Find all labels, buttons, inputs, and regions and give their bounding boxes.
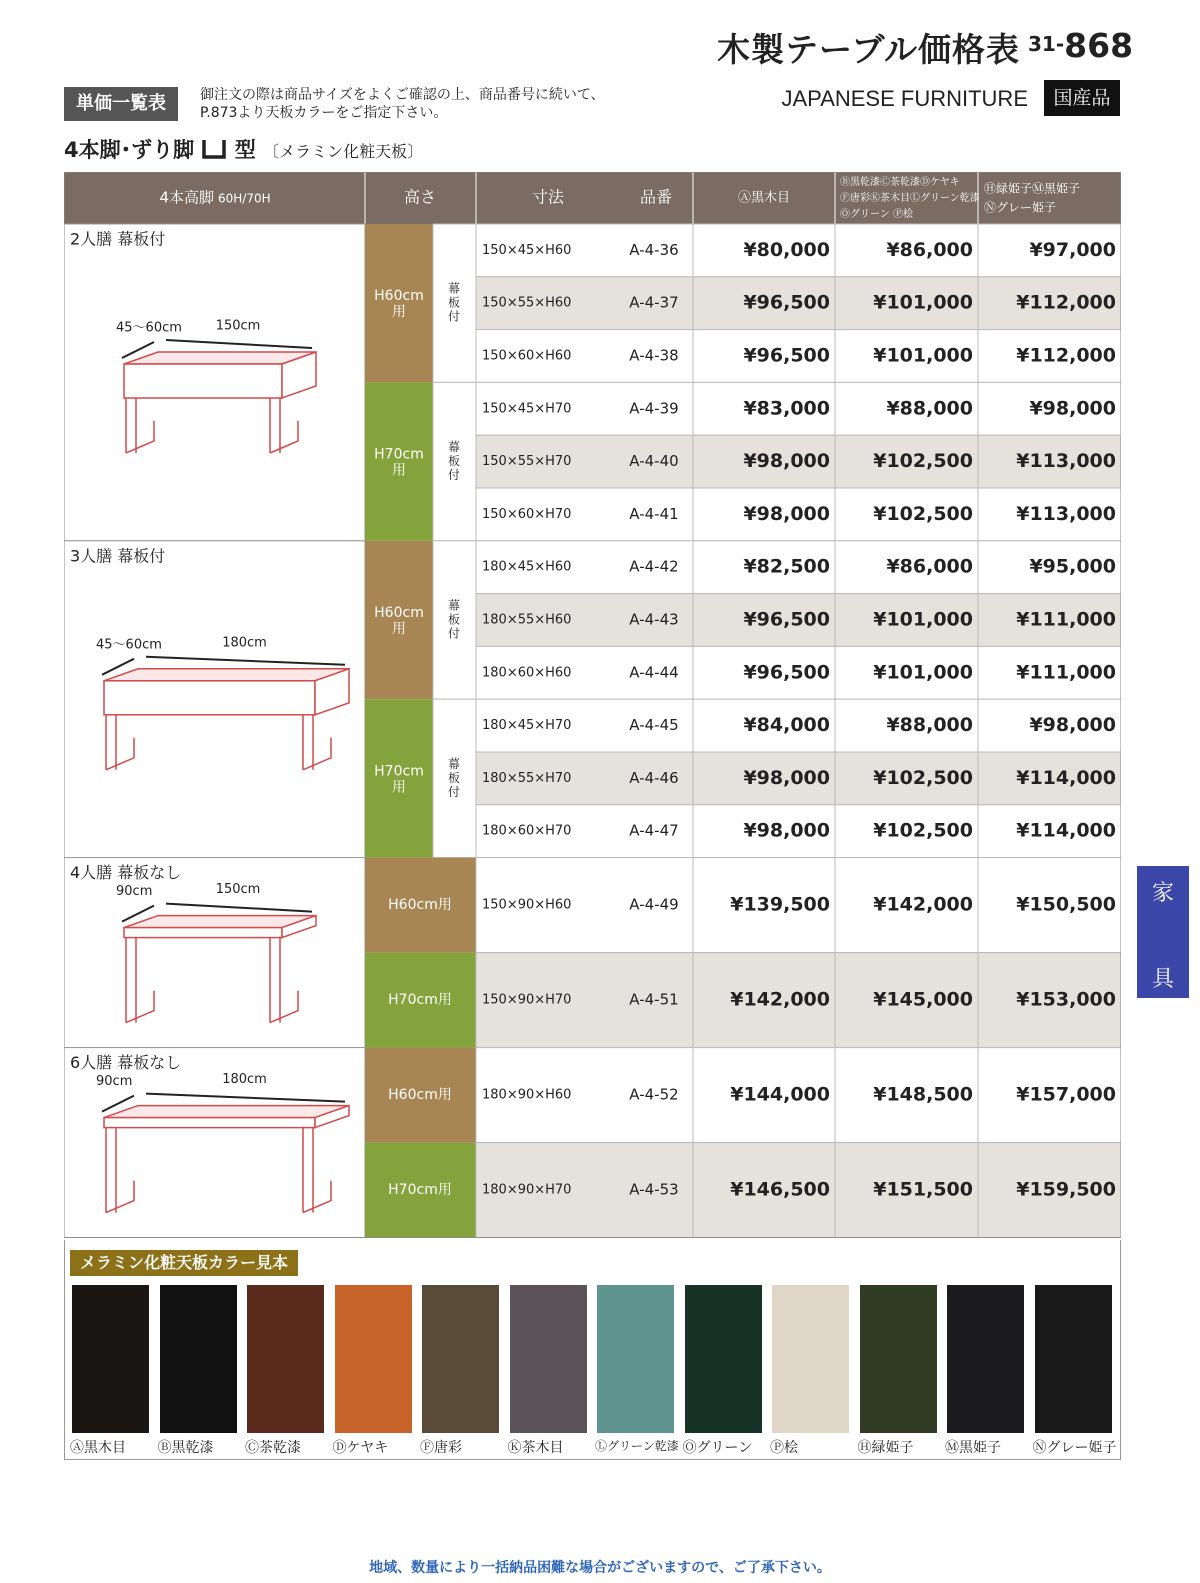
height-label-suffix: 用 — [392, 304, 406, 321]
header-name: 4本高脚 — [159, 188, 214, 207]
header-height: 高さ — [403, 187, 437, 207]
price-a: ¥98,000 — [743, 819, 830, 842]
price-c: ¥159,500 — [1016, 1178, 1116, 1201]
header-price-c-line1: Ⓗ緑姫子Ⓜ黒姫子 — [984, 181, 1081, 196]
color-swatch-label: Ⓞグリーン — [682, 1440, 753, 1456]
group-name: 2人膳 幕板付 — [70, 229, 166, 249]
width-label: 150cm — [215, 882, 261, 898]
header-size: 寸法 — [531, 187, 565, 207]
row-code: A-4-52 — [629, 1085, 679, 1104]
page-number — [1028, 26, 1168, 65]
price-a: ¥83,000 — [743, 397, 830, 420]
price-c: ¥112,000 — [1016, 344, 1116, 367]
header-price-a: Ⓐ黒木目 — [737, 190, 791, 206]
depth-label: 45〜60cm — [116, 320, 182, 336]
order-note-line1: 御注文の際は商品サイズをよくご確認の上、商品番号に続いて、 — [200, 87, 605, 103]
table-front-shape — [124, 364, 282, 398]
color-swatch — [72, 1285, 149, 1433]
height-label: H70cm — [374, 446, 424, 463]
color-swatch-label: Ⓝグレー姫子 — [1032, 1440, 1117, 1456]
price-c: ¥98,000 — [1029, 397, 1116, 420]
color-swatch — [947, 1285, 1024, 1433]
side-tab-line2: 具 — [1151, 967, 1174, 992]
price-a: ¥96,500 — [743, 344, 830, 367]
table-front-shape — [124, 928, 282, 938]
price-b: ¥151,500 — [873, 1178, 973, 1201]
note-char: 板 — [447, 770, 461, 785]
row-size: 180×60×H70 — [482, 823, 572, 839]
row-size: 180×55×H70 — [482, 770, 572, 786]
color-swatch-label: Ⓗ緑姫子 — [857, 1440, 914, 1456]
color-swatch — [772, 1285, 849, 1433]
row-code: A-4-37 — [629, 293, 679, 312]
price-c: ¥150,500 — [1016, 893, 1116, 916]
height-label: H70cm — [374, 763, 424, 780]
note-char: 板 — [447, 612, 461, 627]
group-cell — [64, 858, 365, 1048]
header-name-sub: 60H/70H — [218, 191, 271, 206]
color-swatch — [860, 1285, 937, 1433]
table-top-shape — [104, 1106, 349, 1118]
price-a: ¥98,000 — [743, 450, 830, 473]
price-a: ¥82,500 — [743, 555, 830, 578]
footer-note: 地域、数量により一括納品困難な場合がございますので、ご了承下さい。 — [369, 1560, 831, 1576]
color-swatch-label: Ⓚ茶木目 — [507, 1440, 564, 1456]
height-label: H60cm — [374, 288, 424, 305]
height-label: H60cm用 — [388, 1087, 452, 1104]
order-note — [200, 86, 660, 122]
price-b: ¥102,500 — [873, 819, 973, 842]
color-swatch — [247, 1285, 324, 1433]
side-tab-line1: 家 — [1151, 881, 1174, 906]
price-a: ¥96,500 — [743, 291, 830, 314]
header-code: 品番 — [639, 187, 673, 207]
row-size: 180×60×H60 — [482, 665, 572, 681]
color-swatch-label: Ⓜ黒姫子 — [945, 1440, 1001, 1456]
price-a: ¥84,000 — [743, 714, 830, 737]
price-b: ¥145,000 — [873, 988, 973, 1011]
height-label: H70cm用 — [388, 992, 452, 1009]
price-c: ¥157,000 — [1016, 1083, 1116, 1106]
row-code: A-4-36 — [629, 240, 679, 259]
price-b: ¥148,500 — [873, 1083, 973, 1106]
color-swatch — [160, 1285, 237, 1433]
header-price-b-line3: Ⓞグリーン Ⓟ桧 — [840, 209, 913, 220]
section-title-sub: 〔メラミン化粧天板〕 — [263, 142, 424, 161]
price-b: ¥102,500 — [873, 766, 973, 789]
color-swatch-label: Ⓑ黒乾漆 — [157, 1440, 214, 1456]
note-char: 付 — [447, 784, 461, 799]
color-sample-title: メラミン化粧天板カラー見本 — [70, 1250, 298, 1276]
row-code: A-4-42 — [629, 557, 679, 576]
color-swatch — [510, 1285, 587, 1433]
price-c: ¥114,000 — [1016, 819, 1116, 842]
price-b: ¥86,000 — [886, 238, 973, 261]
row-size: 150×55×H70 — [482, 454, 572, 470]
row-size: 150×90×H70 — [482, 992, 572, 1008]
row-code: A-4-53 — [629, 1180, 679, 1199]
page-title: 木製テーブル価格表 — [716, 30, 1020, 69]
row-code: A-4-49 — [629, 895, 679, 914]
price-a: ¥142,000 — [730, 988, 830, 1011]
color-swatch-label: Ⓓケヤキ — [332, 1440, 389, 1456]
row-size: 180×55×H60 — [482, 612, 572, 628]
domestic-badge: 国産品 — [1044, 80, 1120, 116]
color-swatch — [597, 1285, 674, 1433]
price-b: ¥101,000 — [873, 661, 973, 684]
price-list-badge: 単価一覧表 — [64, 87, 178, 121]
price-c: ¥98,000 — [1029, 714, 1116, 737]
header-price-b-line1: Ⓑ黒乾漆Ⓒ茶乾漆Ⓓケヤキ — [840, 177, 960, 188]
price-b: ¥88,000 — [886, 397, 973, 420]
row-code: A-4-45 — [629, 716, 679, 735]
color-swatch — [685, 1285, 762, 1433]
depth-label: 90cm — [116, 884, 153, 900]
section-title — [64, 134, 764, 164]
note-char: 幕 — [447, 598, 461, 613]
row-code: A-4-43 — [629, 610, 679, 629]
table-front-shape — [104, 681, 315, 715]
u-shape-icon — [201, 138, 227, 160]
height-label-suffix: 用 — [392, 779, 406, 796]
price-b: ¥86,000 — [886, 555, 973, 578]
price-c: ¥153,000 — [1016, 988, 1116, 1011]
note-char: 板 — [447, 295, 461, 310]
row-size: 150×45×H60 — [482, 242, 572, 258]
page-prefix: 31- — [1028, 32, 1065, 56]
price-b: ¥102,500 — [873, 502, 973, 525]
price-b: ¥102,500 — [873, 450, 973, 473]
price-c: ¥97,000 — [1029, 238, 1116, 261]
price-c: ¥114,000 — [1016, 766, 1116, 789]
price-a: ¥96,500 — [743, 608, 830, 631]
group-name: 3人膳 幕板付 — [70, 546, 166, 566]
height-label: H70cm用 — [388, 1182, 452, 1199]
price-a: ¥98,000 — [743, 766, 830, 789]
width-label: 150cm — [215, 318, 261, 334]
note-char: 幕 — [447, 281, 461, 296]
table-front-shape — [104, 1118, 315, 1128]
row-size: 180×90×H70 — [482, 1182, 572, 1198]
side-tab-furniture — [1137, 866, 1189, 998]
note-char: 付 — [447, 309, 461, 324]
row-code: A-4-47 — [629, 821, 679, 840]
note-char: 幕 — [447, 440, 461, 455]
row-code: A-4-51 — [629, 990, 679, 1009]
price-c: ¥112,000 — [1016, 291, 1116, 314]
group-name: 4人膳 幕板なし — [70, 863, 182, 883]
color-swatch-label: Ⓛグリーン乾漆 — [595, 1439, 679, 1453]
color-swatch-label: Ⓒ茶乾漆 — [245, 1440, 301, 1456]
row-size: 150×55×H60 — [482, 295, 572, 311]
row-size: 150×90×H60 — [482, 897, 572, 913]
price-a: ¥80,000 — [743, 238, 830, 261]
row-code: A-4-38 — [629, 346, 679, 365]
price-b: ¥101,000 — [873, 344, 973, 367]
color-swatch-label: Ⓟ桧 — [770, 1440, 798, 1456]
row-code: A-4-40 — [629, 452, 679, 471]
color-swatch — [1035, 1285, 1112, 1433]
group-name: 6人膳 幕板なし — [70, 1053, 182, 1073]
row-code: A-4-39 — [629, 399, 679, 418]
page-subtitle: JAPANESE FURNITURE — [781, 86, 1028, 111]
price-a: ¥139,500 — [730, 893, 830, 916]
section-title-main: 4本脚･ずり脚 — [64, 138, 195, 162]
price-b: ¥142,000 — [873, 893, 973, 916]
color-swatch-label: Ⓐ黒木目 — [70, 1440, 126, 1456]
row-size: 150×60×H70 — [482, 506, 572, 522]
price-table-svg — [64, 172, 1121, 1238]
price-a: ¥144,000 — [730, 1083, 830, 1106]
row-size: 150×60×H60 — [482, 348, 572, 364]
price-b: ¥101,000 — [873, 608, 973, 631]
price-c: ¥95,000 — [1029, 555, 1116, 578]
height-label-suffix: 用 — [392, 462, 406, 479]
height-label: H60cm — [374, 605, 424, 621]
price-b: ¥101,000 — [873, 291, 973, 314]
price-c: ¥113,000 — [1016, 502, 1116, 525]
depth-label: 90cm — [96, 1074, 133, 1090]
row-size: 180×45×H60 — [482, 559, 572, 575]
row-code: A-4-44 — [629, 663, 679, 682]
color-swatch — [422, 1285, 499, 1433]
price-a: ¥96,500 — [743, 661, 830, 684]
note-char: 幕 — [447, 756, 461, 771]
header-price-c-line2: Ⓝグレー姫子 — [984, 200, 1057, 215]
row-code: A-4-41 — [629, 504, 679, 523]
section-title-suffix: 型 — [234, 138, 256, 162]
row-size: 150×45×H70 — [482, 401, 572, 417]
color-swatch-label: Ⓕ唐彩 — [420, 1440, 462, 1456]
height-label: H60cm用 — [388, 897, 452, 914]
height-label-suffix: 用 — [392, 621, 406, 637]
note-char: 付 — [447, 468, 461, 483]
header-price-b-line2: Ⓕ唐彩Ⓚ茶木目Ⓛグリーン乾漆 — [840, 193, 980, 204]
table-top-shape — [104, 669, 349, 681]
price-c: ¥111,000 — [1016, 608, 1116, 631]
price-b: ¥88,000 — [886, 714, 973, 737]
note-char: 付 — [447, 626, 461, 641]
price-a: ¥98,000 — [743, 502, 830, 525]
order-note-line2: P.873より天板カラーをご指定下さい。 — [200, 105, 448, 121]
row-size: 180×90×H60 — [482, 1087, 572, 1103]
color-swatch — [335, 1285, 412, 1433]
depth-label: 45〜60cm — [96, 637, 162, 653]
row-code: A-4-46 — [629, 768, 679, 787]
row-size: 180×45×H70 — [482, 718, 572, 734]
width-label: 180cm — [222, 1072, 267, 1088]
price-c: ¥111,000 — [1016, 661, 1116, 684]
note-char: 板 — [447, 454, 461, 469]
width-label: 180cm — [222, 635, 267, 651]
page-number-value: 868 — [1064, 26, 1134, 65]
price-c: ¥113,000 — [1016, 450, 1116, 473]
price-table — [64, 172, 1121, 1238]
price-a: ¥146,500 — [730, 1178, 830, 1201]
